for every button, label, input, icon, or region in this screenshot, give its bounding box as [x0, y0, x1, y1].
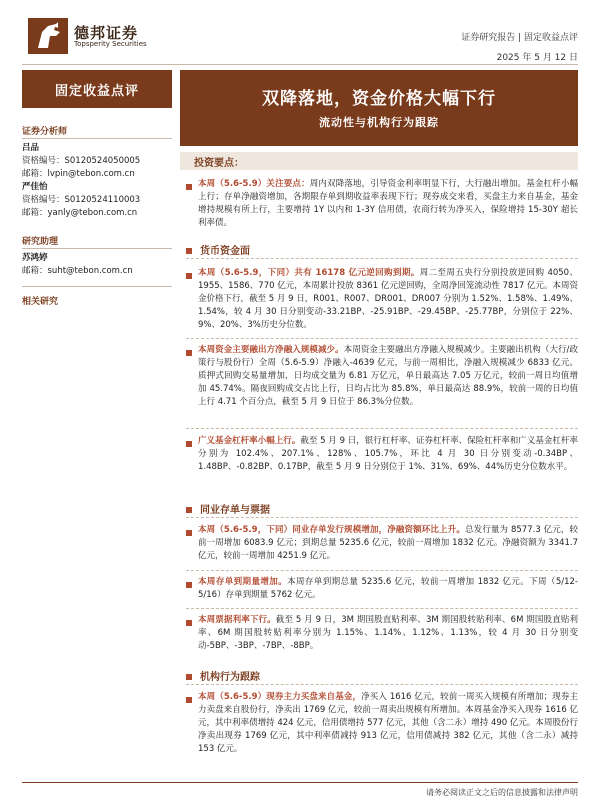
paragraph-text: 本周存单到期总量 5235.6 亿元，较前一周增加 1832 亿元。下周（5/12-5/16）存单到期量 5762 亿元。	[198, 577, 578, 600]
section-divider	[186, 517, 578, 518]
assistant-section-title: 研究助理	[22, 237, 59, 247]
intro-text: 周内双降落地，引导资金利率明显下行，大行融出增加。基金杠杆小幅上行；存单净融资增加，各期限存单到期收益率表现下行；现券成交来看，买盘主力来自基金，基金增持规模有所上行，主要增持 1Y 以内和 1-3Y 信用债，农商行转为净买入，保险增持 15-30Y 超长利率债。	[198, 179, 578, 228]
paragraph-highlight: 本周资金主要融出方净融入规模减少。	[198, 345, 344, 355]
intro-paragraph	[198, 178, 578, 230]
report-date: 2025 年 5 月 12 日	[496, 53, 578, 63]
brand-name: 德邦证券	[74, 24, 139, 42]
bullet-icon	[186, 350, 192, 356]
paragraph-text: 截至 5 月 9 日，银行杠杆率、证券杠杆率、保险杠杆率和广义基金杠杆率分别为 102.4%、207.1%、128%、105.7%，环比 4 月 30 日分别变动-0.34BP、1.48BP、-0.82BP、0.17BP，截至 5 月 9 日分别位于 1%、31%、69%、44%历史分位数水平。	[198, 436, 578, 472]
paragraph-text: 周二至周五央行分别投放逆回购 4050、1955、1586、770 亿元，本周累计投放 8361 亿元逆回购，全周净回笼流动性 7817 亿元。本周资金价格下行，截至 5 月 9 日，R001、R007、DR001、DR007 分别为 1.52%、1.58%、1.49%、1.54%，较 4 月 30 日分别变动-33.21BP、-25.91BP、-29.45BP、-25.77BP，分别位于 22%、9%、20%、3%历史分位数。	[198, 268, 578, 330]
paragraph-highlight: 本周（5.6-5.9，下同）共有 16178 亿元逆回购到期。	[198, 268, 420, 278]
square-bullet-icon	[186, 507, 192, 513]
bullet-icon	[186, 697, 192, 703]
footer-disclaimer[interactable]: 请务必阅读正文之后的信息披露和法律声明	[426, 788, 578, 797]
horse-logo-icon	[28, 18, 68, 54]
analyst-cert: 资格编号：S0120524110003	[22, 195, 141, 205]
analyst-section-title: 证券分析师	[22, 127, 68, 137]
report-category-banner: 固定收益点评	[22, 70, 172, 108]
assistant-block	[22, 252, 133, 278]
paragraph-highlight: 广义基金杠杆率小幅上行。	[198, 436, 301, 446]
analyst-block	[22, 142, 140, 220]
paragraph-money-3	[198, 435, 578, 474]
paragraph-divider	[186, 338, 578, 339]
paragraph-text: 本周资金主要融出方净融入规模减少。主要融出机构（大行/政策行与股份行）全周（5.6-5.9）净融入-4639 亿元，与前一周相比，净融入规模减少 6833 亿元。质押式回购交易量增加，日均成交量为 6.81 万亿元，单日最高达 7.05 万亿元，较前一周日均值增加 45.74%。隔夜回购成交占比上行，日均占比为 85.8%，单日最高达 88.9%，较前一周的日均值上行 4.71 个百分点，截至 5 月 9 日位于 86.3%分位数。	[198, 345, 578, 407]
paragraph-text: 截至 5 月 9 日，3M 期国股直贴利率、3M 期国股转贴利率、6M 期国股直贴利率、6M 期国股转贴利率分别为 1.15%、1.14%、1.12%、1.13%，较 4 月 30 日分别变动-5BP、-3BP、-7BP、-8BP。	[198, 615, 578, 651]
side-divider	[22, 286, 172, 287]
section-title: 机构行为跟踪	[200, 672, 260, 683]
paragraph-highlight: 本周票据利率下行。	[198, 615, 276, 625]
paragraph-divider	[186, 608, 578, 609]
square-bullet-icon	[186, 248, 192, 254]
bullet-icon	[186, 582, 192, 588]
paragraph-text: 净买入 1616 亿元，较前一周买入规模有所增加；现券主力卖盘来自股份行，净卖出 1769 亿元，较前一周卖出规模有所增加。本周基金净买入现券 1616 亿元，其中利率债增持 424 亿元，信用债增持 577 亿元，其他（含二永）增持 490 亿元。本周股份行净卖出现券 1769 亿元，其中利率债减持 913 亿元，信用债减持 382 亿元，其他（含二永）减持 153 亿元。	[198, 692, 578, 754]
analyst-email[interactable]: 邮箱：yanly@tebon.com.cn	[22, 208, 138, 218]
paragraph-divider	[186, 428, 578, 429]
paragraph-highlight: 本周（5.6-5.9）现券主力买盘来自基金，	[198, 692, 362, 702]
intro-highlight: 本周（5.6-5.9）关注要点：	[198, 179, 310, 189]
report-title: 双降落地，资金价格大幅下行	[262, 89, 496, 109]
report-subtitle: 流动性与机构行为跟踪	[319, 116, 439, 129]
brand-name-en: Topsperity Securities	[74, 40, 147, 48]
bullet-icon	[186, 273, 192, 279]
section-heading-money	[186, 242, 250, 257]
header-divider	[22, 64, 578, 65]
square-bullet-icon	[186, 674, 192, 680]
report-type: 证券研究报告 | 固定收益点评	[461, 33, 578, 43]
bullet-icon	[186, 441, 192, 447]
paragraph-money-2	[198, 344, 578, 409]
title-banner	[180, 70, 578, 146]
analyst-name: 严佳怡	[22, 182, 48, 192]
bullet-icon	[186, 530, 192, 536]
bullet-icon	[186, 620, 192, 626]
paragraph-cd-2	[198, 576, 578, 602]
side-divider	[22, 138, 172, 139]
section-heading-institution	[186, 668, 260, 683]
analyst-cert: 资格编号：S0120524050005	[22, 156, 141, 166]
section-title: 同业存单与票据	[200, 505, 270, 516]
paragraph-institution-1	[198, 691, 578, 756]
investment-heading: 投资要点：	[194, 158, 244, 169]
investment-heading-bar	[180, 152, 578, 170]
paragraph-money-1	[198, 267, 578, 332]
paragraph-text: 总发行量为 8577.3 亿元，较前一周增加 6083.9 亿元；到期总量 5235.6 亿元，较前一周增加 1832 亿元。净融资额为 3341.7 亿元，较前一周增加 4251.9 亿元。	[198, 525, 578, 561]
related-research-title[interactable]: 相关研究	[22, 297, 59, 307]
paragraph-highlight: 本周存单到期量增加。	[198, 577, 288, 587]
analyst-name: 吕品	[22, 143, 40, 153]
analyst-email[interactable]: 邮箱：lvpin@tebon.com.cn	[22, 169, 135, 179]
brand-logo	[28, 18, 68, 54]
paragraph-cd-3	[198, 614, 578, 653]
section-divider	[186, 258, 578, 259]
assistant-name: 苏鸿婷	[22, 253, 48, 263]
bullet-icon	[186, 184, 192, 190]
paragraph-highlight: 本周（5.6-5.9，下同）同业存单发行规模增加，净融资额环比上升。	[198, 525, 465, 535]
section-divider	[186, 684, 578, 685]
paragraph-divider	[186, 570, 578, 571]
side-divider	[22, 248, 172, 249]
assistant-email[interactable]: 邮箱：suht@tebon.com.cn	[22, 266, 133, 276]
section-heading-cd	[186, 501, 270, 516]
section-title: 货币资金面	[200, 246, 250, 257]
paragraph-cd-1	[198, 524, 578, 563]
footer-divider	[22, 782, 578, 783]
